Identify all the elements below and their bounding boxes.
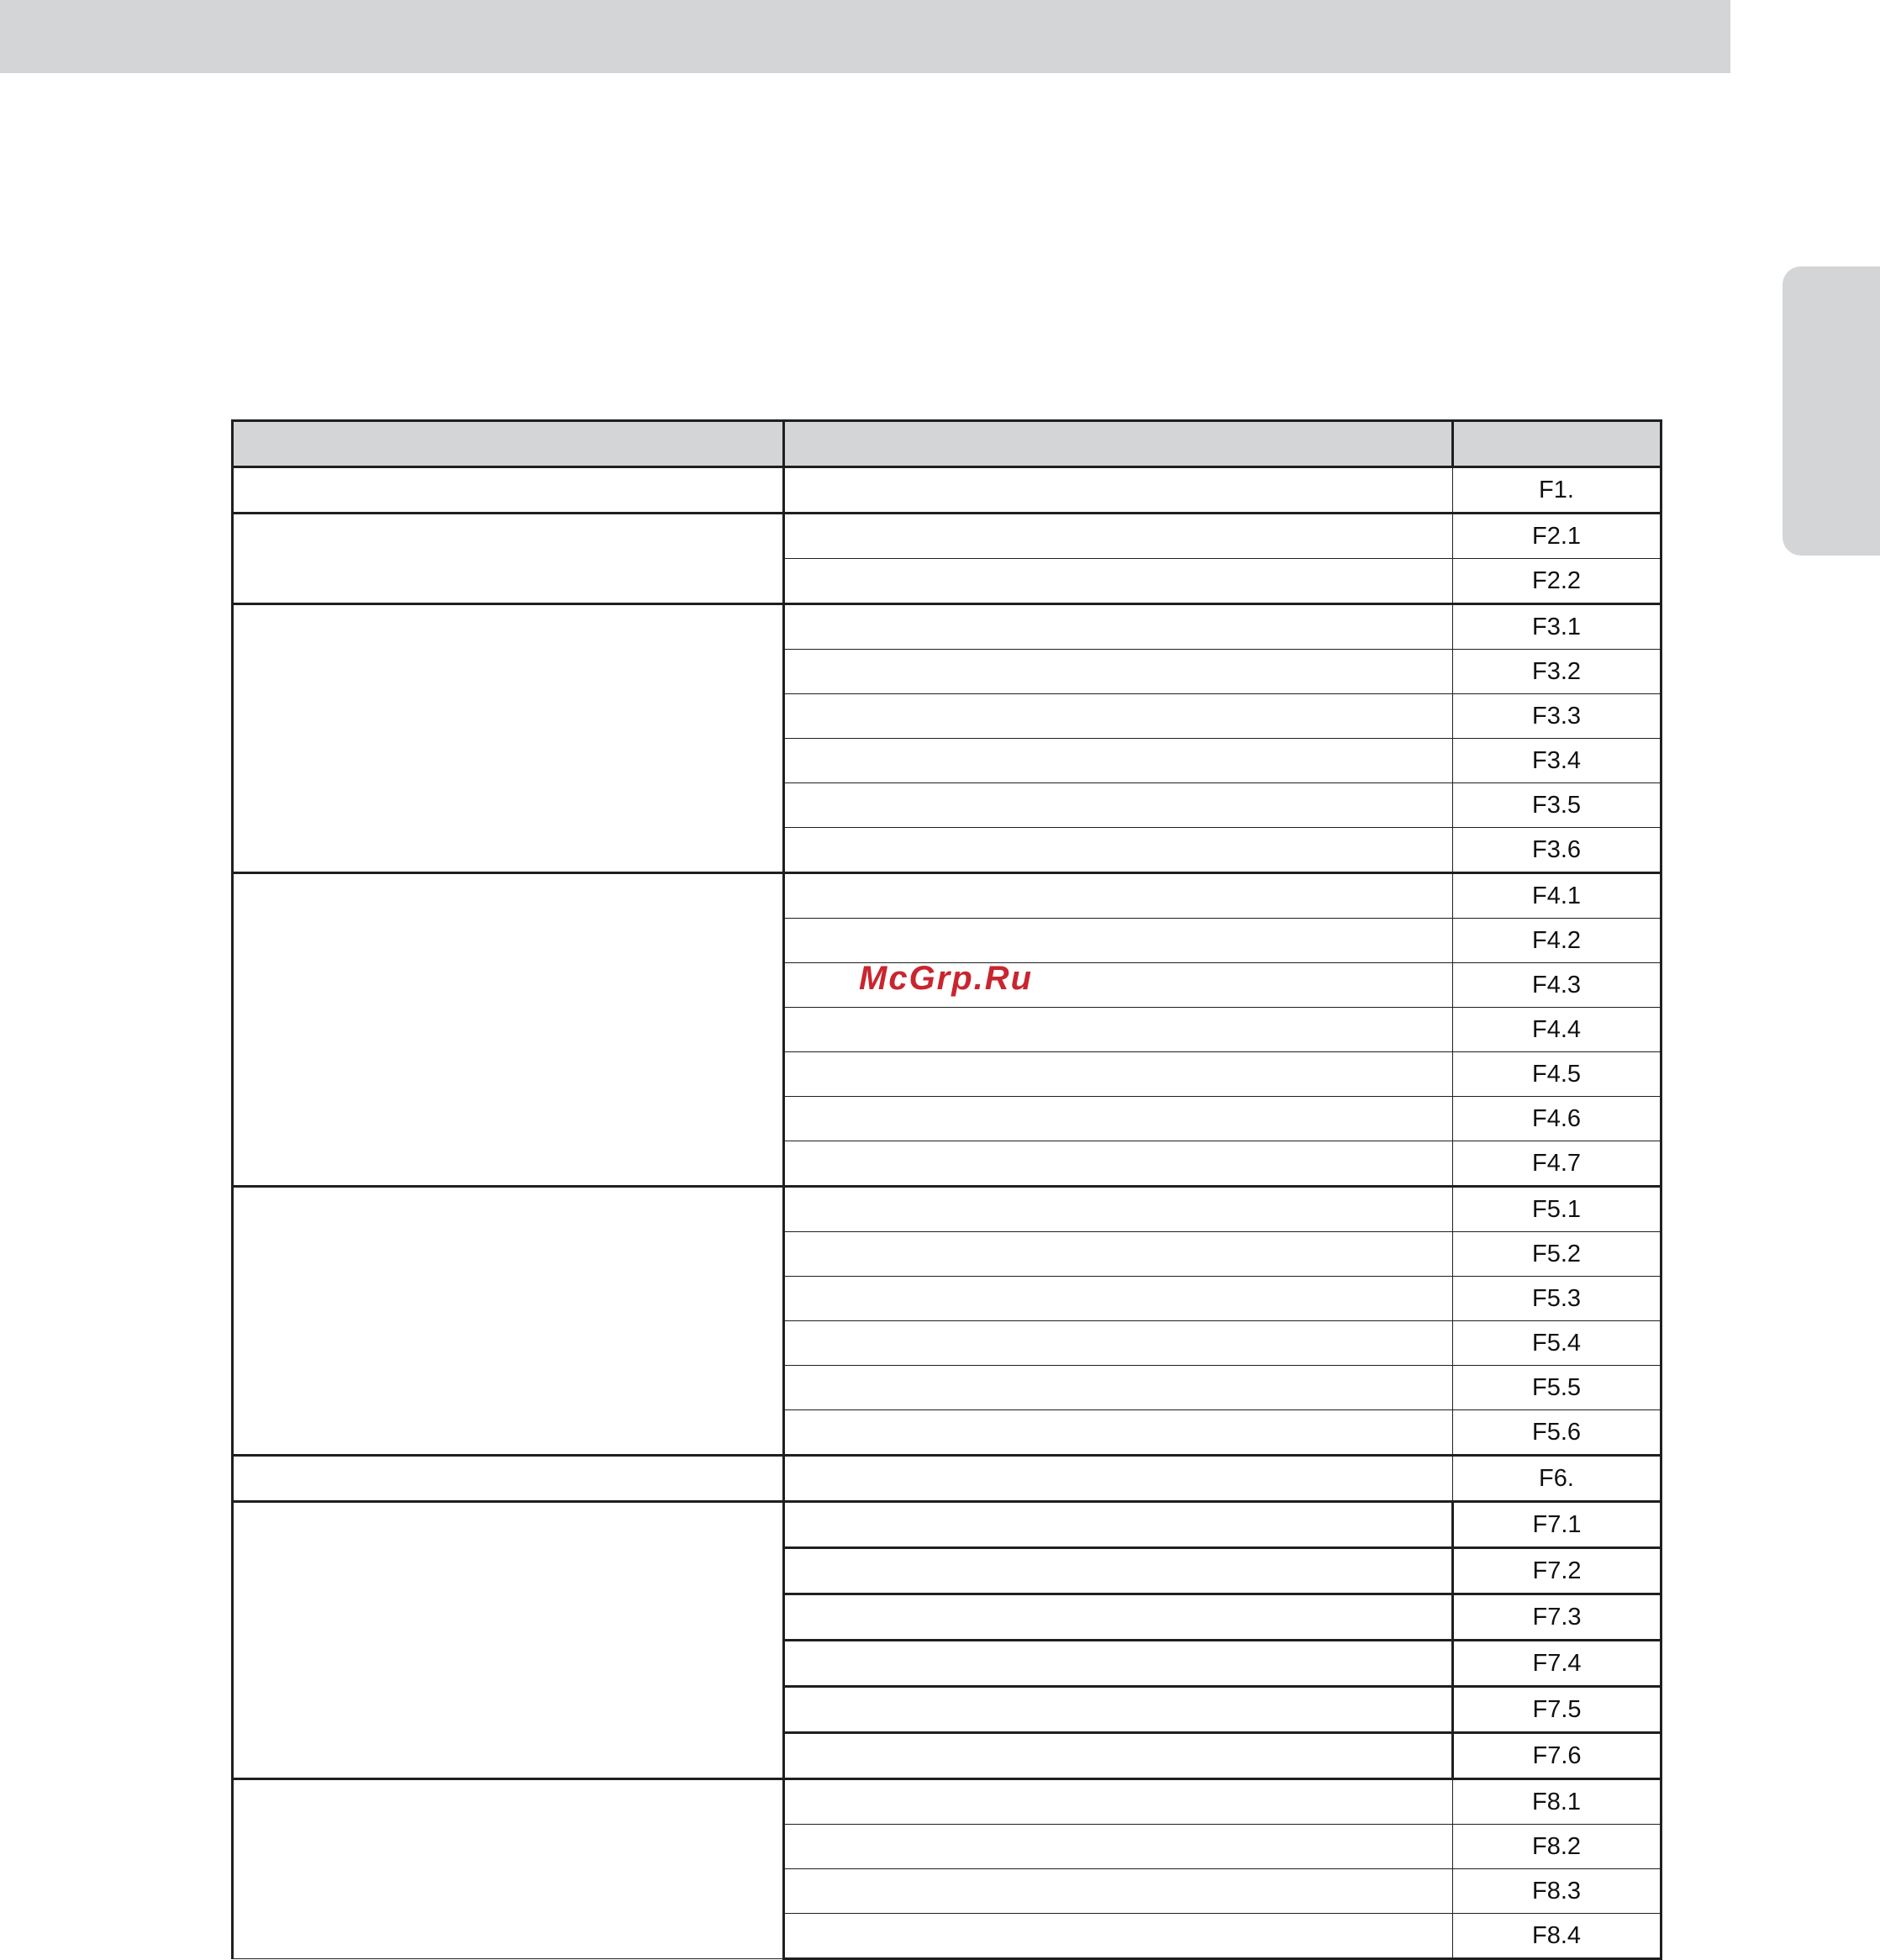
description-cell: [784, 1187, 1453, 1232]
table-row: [233, 467, 1661, 514]
description-cell: [784, 1869, 1453, 1914]
function-code-cell: F7.2: [1453, 1548, 1661, 1594]
function-code-cell: F8.1: [1453, 1779, 1661, 1825]
function-code-cell: F4.1: [1453, 873, 1661, 919]
function-code-cell: F3.2: [1453, 650, 1661, 694]
function-code-cell: F7.1: [1453, 1502, 1661, 1548]
watermark: McGrp.Ru: [859, 960, 1034, 997]
description-cell: [784, 604, 1453, 650]
function-code-cell: F8.3: [1453, 1869, 1661, 1914]
function-code-cell: F8.4: [1453, 1914, 1661, 1959]
description-cell: [784, 1456, 1453, 1502]
table-row: [233, 1502, 1661, 1548]
description-cell: [784, 919, 1453, 963]
description-cell: [784, 1232, 1453, 1277]
function-code-cell: F2.1: [1453, 514, 1661, 559]
function-code-cell: F5.3: [1453, 1277, 1661, 1321]
function-code-table: [231, 419, 1662, 1960]
group-cell: [233, 514, 784, 604]
function-code-cell: F4.5: [1453, 1052, 1661, 1097]
group-cell: [233, 467, 784, 514]
function-code-cell: F4.2: [1453, 919, 1661, 963]
description-cell: [784, 1733, 1453, 1779]
function-code-cell: F3.6: [1453, 828, 1661, 873]
table-row: [233, 1456, 1661, 1502]
function-code-cell: F7.5: [1453, 1687, 1661, 1733]
function-code-cell: F3.3: [1453, 694, 1661, 739]
function-code-cell: F3.5: [1453, 783, 1661, 828]
function-code-cell: F7.4: [1453, 1641, 1661, 1687]
description-cell: [784, 1321, 1453, 1366]
description-cell: [784, 873, 1453, 919]
description-cell: [784, 1825, 1453, 1869]
description-cell: [784, 694, 1453, 739]
description-cell: [784, 1548, 1453, 1594]
table-row: [233, 604, 1661, 650]
function-code-cell: F4.3: [1453, 963, 1661, 1008]
description-cell: [784, 1641, 1453, 1687]
function-code-cell: F7.3: [1453, 1594, 1661, 1641]
function-code-cell: F1.: [1453, 467, 1661, 514]
function-code-cell: F5.2: [1453, 1232, 1661, 1277]
description-cell: [784, 1097, 1453, 1141]
description-cell: [784, 1779, 1453, 1825]
function-code-cell: F5.4: [1453, 1321, 1661, 1366]
description-cell: [784, 514, 1453, 559]
description-cell: [784, 739, 1453, 783]
group-cell: [233, 1779, 784, 1959]
group-cell: [233, 604, 784, 873]
table-row: [233, 873, 1661, 919]
function-code-cell: F5.5: [1453, 1366, 1661, 1410]
table-row: [233, 1779, 1661, 1825]
table-row: [233, 1187, 1661, 1232]
function-code-cell: F5.6: [1453, 1410, 1661, 1456]
function-code-cell: F4.6: [1453, 1097, 1661, 1141]
group-cell: [233, 1456, 784, 1502]
header-function-cell: [784, 421, 1453, 467]
header-band: [0, 0, 1730, 73]
group-cell: [233, 873, 784, 1187]
description-cell: [784, 1502, 1453, 1548]
description-cell: [784, 559, 1453, 604]
description-cell: [784, 1687, 1453, 1733]
header-menu-cell: [233, 421, 784, 467]
description-cell: [784, 1277, 1453, 1321]
description-cell: [784, 1594, 1453, 1641]
description-cell: [784, 1366, 1453, 1410]
description-cell: [784, 1141, 1453, 1187]
description-cell: [784, 828, 1453, 873]
section-tab: [1783, 266, 1880, 556]
function-code-cell: F4.7: [1453, 1141, 1661, 1187]
function-code-cell: F7.6: [1453, 1733, 1661, 1779]
function-code-cell: F4.4: [1453, 1008, 1661, 1052]
description-cell: [784, 1008, 1453, 1052]
function-code-cell: F6.: [1453, 1456, 1661, 1502]
group-cell: [233, 1187, 784, 1456]
function-code-cell: F2.2: [1453, 559, 1661, 604]
description-cell: [784, 1914, 1453, 1959]
function-code-cell: F3.4: [1453, 739, 1661, 783]
description-cell: [784, 1410, 1453, 1456]
function-code-cell: F5.1: [1453, 1187, 1661, 1232]
function-code-cell: F8.2: [1453, 1825, 1661, 1869]
table-header-row: [233, 421, 1661, 467]
header-code-cell: [1453, 421, 1661, 467]
description-cell: [784, 467, 1453, 514]
description-cell: [784, 650, 1453, 694]
table-row: [233, 514, 1661, 559]
function-code-cell: F3.1: [1453, 604, 1661, 650]
description-cell: [784, 1052, 1453, 1097]
description-cell: [784, 783, 1453, 828]
group-cell: [233, 1502, 784, 1779]
